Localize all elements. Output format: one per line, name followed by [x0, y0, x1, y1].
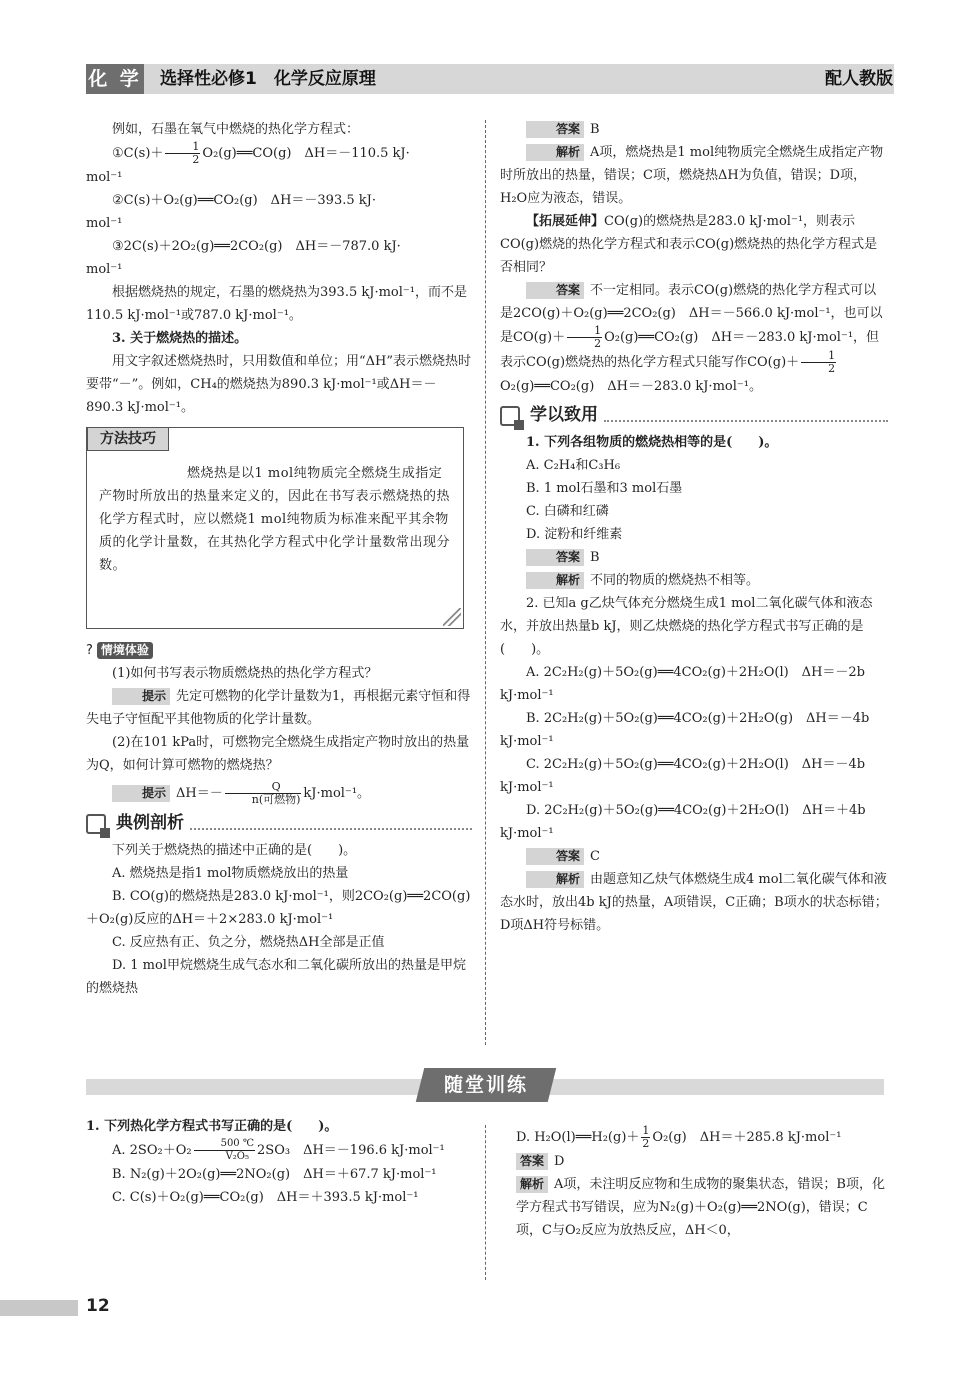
- section-rule: [190, 818, 472, 830]
- example-option-a: A. 燃烧热是指1 mol物质燃烧放出的热量: [112, 866, 349, 881]
- conclusion-text: 根据燃烧热的规定，石墨的燃烧热为393.5 kJ·mol⁻¹，而不是110.5 kJ·mol⁻¹或787.0 kJ·mol⁻¹。: [86, 285, 467, 323]
- apply-q1-option-c: C. 白磷和红磷: [526, 504, 609, 519]
- right-column: [500, 118, 888, 937]
- edition-label: 配人教版: [825, 69, 893, 89]
- example-question: 下列关于燃烧热的描述中正确的是( )。: [112, 843, 357, 858]
- apply-q2-option-d: D. 2C₂H₂(g)＋5O₂(g)══4CO₂(g)＋2H₂O(l) ΔH＝＋4b kJ·mol⁻¹: [500, 803, 866, 841]
- scene-label: 情境体验: [97, 642, 153, 659]
- footer-bar: [0, 1300, 78, 1316]
- extension-answer: 答案 不一定相同。表示CO(g)燃烧的热化学方程式可以是2CO(g)＋O₂(g)══2CO₂(g) ΔH＝－566.0 kJ·mol⁻¹，也可以是CO(g)＋ $\frac{1}{2}$ O₂(g)══CO₂(g) ΔH＝－283.0 kJ·mol⁻¹，但表示CO(g)燃烧热的热化学方程式只能写作CO(g)＋ $\frac{1}{2}$ O₂(g)══CO₂(g) ΔH＝－283.0 kJ·mol⁻¹。: [500, 283, 883, 394]
- practice-band: 随堂训练: [416, 1068, 556, 1102]
- apply-q2-answer: 答案 C: [500, 845, 888, 868]
- example-analysis: 解析 A项，燃烧热是1 mol纯物质完全燃烧生成指定产物时所放出的热量，错误；C项，燃烧热ΔH为负值，错误；D项，H₂O应为液态，错误。: [500, 145, 884, 206]
- section-icon: [86, 814, 106, 834]
- scene-hint-1: 提示 先定可燃物的化学计量数为1，再根据元素守恒和得失电子守恒配平其他物质的化学计量数。: [86, 689, 471, 727]
- apply-q1-answer: 答案 B: [500, 546, 888, 569]
- practice-left-column: [86, 1115, 472, 1209]
- example-option-d: D. 1 mol甲烷燃烧生成气态水和二氧化碳所放出的热量是甲烷的燃烧热: [86, 958, 466, 996]
- apply-question-2: 2. 已知a g乙炔气体充分燃烧生成1 mol二氧化碳气体和液态水，并放出热量b kJ，则乙炔燃烧的热化学方程式书写正确的是( )。: [500, 596, 873, 657]
- column-divider-bottom: [485, 1125, 486, 1280]
- section-rule: [604, 410, 888, 422]
- practice-option-d: D. H₂O(l)══H₂(g)＋ $\frac{1}{2}$ O₂(g) ΔH＝＋285.8 kJ·mol⁻¹: [516, 1124, 842, 1150]
- subject-badge: 化 学: [86, 64, 144, 94]
- example-option-b: B. CO(g)的燃烧热是283.0 kJ·mol⁻¹，则2CO₂(g)══2CO(g)＋O₂(g)反应的ΔH＝＋2×283.0 kJ·mol⁻¹: [86, 889, 471, 927]
- apply-q1-option-d: D. 淀粉和纤维素: [526, 527, 623, 542]
- method-title: 方法技巧: [87, 427, 169, 451]
- apply-q2-option-a: A. 2C₂H₂(g)＋5O₂(g)══4CO₂(g)＋2H₂O(l) ΔH＝－2b kJ·mol⁻¹: [500, 665, 866, 703]
- example-option-c: C. 反应热有正、负之分，燃烧热ΔH全部是正值: [112, 935, 385, 950]
- scene-question-1: (1)如何书写表示物质燃烧热的热化学方程式？: [112, 666, 378, 681]
- book-title: 选择性必修1 化学反应原理: [160, 69, 376, 89]
- apply-q2-option-b: B. 2C₂H₂(g)＋5O₂(g)══4CO₂(g)＋2H₂O(g) ΔH＝－4b kJ·mol⁻¹: [500, 711, 870, 749]
- apply-question-1: 1. 下列各组物质的燃烧热相等的是( )。: [526, 435, 778, 450]
- practice-answer: 答案 D: [516, 1150, 888, 1173]
- equation-3-unit: mol⁻¹: [86, 262, 123, 277]
- practice-right-column: [516, 1125, 888, 1242]
- apply-section-head: [500, 404, 888, 427]
- example-section-title: 典例剖析: [116, 813, 184, 833]
- scene-hint-2: 提示 ΔH＝－ $\frac{Q}{\text{n(可燃物)}}$ kJ·mol⁻¹。: [86, 781, 472, 806]
- apply-q2-option-c: C. 2C₂H₂(g)＋5O₂(g)══4CO₂(g)＋2H₂O(l) ΔH＝－4b kJ·mol⁻¹: [500, 757, 866, 795]
- apply-section-title: 学以致用: [530, 405, 598, 425]
- method-box: [86, 427, 464, 629]
- scene-heading: [86, 639, 472, 662]
- equation-2-unit: mol⁻¹: [86, 216, 123, 231]
- left-column: [86, 118, 472, 1000]
- column-divider: [485, 120, 486, 1045]
- apply-q1-option-b: B. 1 mol石墨和3 mol石墨: [526, 481, 683, 496]
- page-corner-icon: [443, 608, 461, 626]
- example-section-head: [86, 812, 472, 835]
- practice-analysis: 解析 A项，未注明反应物和生成物的聚集状态，错误；B项，化学方程式书写错误，应为N₂(g)＋O₂(g)══2NO(g)，错误；C项，C与O₂反应为放热反应，ΔH＜0，: [516, 1177, 885, 1238]
- method-text: 燃烧热是以1 mol纯物质完全燃烧生成指定产物时所放出的热量来定义的，因此在书写表示燃烧热的热化学方程式时，应以燃烧1 mol纯物质为标准来配平其余物质的化学计量数，在其热化学方程式中化学计量数常出现分数。: [99, 466, 451, 573]
- practice-option-b: B. N₂(g)＋2O₂(g)══2NO₂(g) ΔH＝＋67.7 kJ·mol⁻¹: [112, 1167, 437, 1182]
- apply-q2-analysis: 解析 由题意知乙炔气体燃烧生成4 mol二氧化碳气体和液态水时，放出4b kJ的热量，A项错误，C正确；B项水的状态标错；D项ΔH符号标错。: [500, 872, 888, 933]
- practice-option-c: C. C(s)＋O₂(g)══CO₂(g) ΔH＝＋393.5 kJ·mol⁻¹: [112, 1190, 419, 1205]
- section-icon: [500, 406, 520, 426]
- point3-title: 3. 关于燃烧热的描述。: [112, 331, 248, 346]
- equation-1: ①C(s)＋ $\frac{1}{2}$ O₂(g)══CO(g) ΔH＝－110.5 kJ·: [112, 140, 410, 166]
- example-intro: 例如，石墨在氧气中燃烧的热化学方程式：: [112, 122, 360, 137]
- page-number: 12: [86, 1296, 110, 1316]
- example-answer: 答案 B: [500, 118, 888, 141]
- practice-question-1: 1. 下列热化学方程式书写正确的是( )。: [86, 1119, 338, 1134]
- lightbulb-icon: ?: [86, 643, 93, 658]
- apply-q1-analysis: 解析 不同的物质的燃烧热不相等。: [500, 569, 888, 592]
- equation-1-unit: mol⁻¹: [86, 170, 123, 185]
- practice-option-a: A. 2SO₂＋O₂ $\frac{500 ℃}{\text{V₂O₅}}$ 2SO₃ ΔH＝－196.6 kJ·mol⁻¹: [112, 1138, 445, 1162]
- extension-question: 【拓展延伸】CO(g)的燃烧热是283.0 kJ·mol⁻¹，则表示CO(g)燃烧的热化学方程式和表示CO(g)燃烧热的热化学方程式是否相同？: [500, 214, 878, 275]
- equation-3: ③2C(s)＋2O₂(g)══2CO₂(g) ΔH＝－787.0 kJ·: [112, 239, 401, 254]
- equation-2: ②C(s)＋O₂(g)══CO₂(g) ΔH＝－393.5 kJ·: [112, 193, 376, 208]
- fraction-half: $\frac{1}{2}$: [165, 141, 200, 166]
- apply-q1-option-a: A. C₂H₄和C₃H₆: [526, 458, 621, 473]
- scene-question-2: (2)在101 kPa时，可燃物完全燃烧生成指定产物时放出的热量为Q，如何计算可燃物的燃烧热？: [86, 735, 470, 773]
- point3-text: 用文字叙述燃烧热时，只用数值和单位；用“ΔH”表示燃烧热时要带“－”。例如，CH₄的燃烧热为890.3 kJ·mol⁻¹或ΔH＝－890.3 kJ·mol⁻¹。: [86, 354, 472, 415]
